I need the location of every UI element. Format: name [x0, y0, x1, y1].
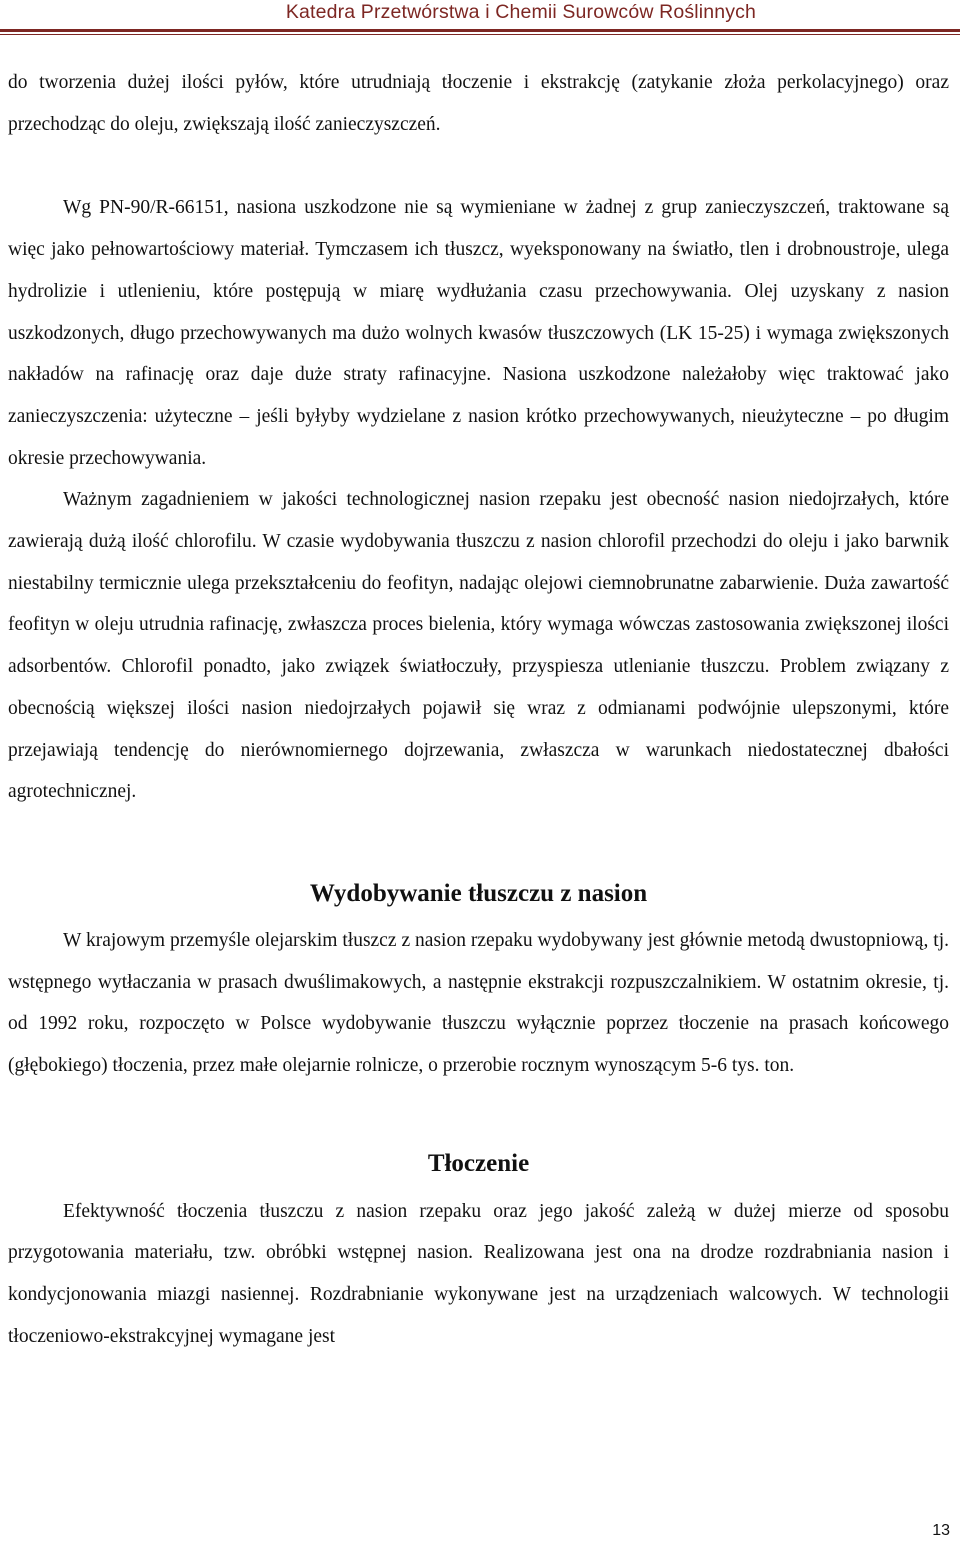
page-header: [0, 0, 960, 36]
paragraph-extraction: W krajowym przemyśle olejarskim tłuszcz z nasion rzepaku wydobywany jest głównie metodą dwustopniową, tj. wstępnego wytłaczania w prasach dwuślimakowych, a następnie ekstrakcji rozpuszczalnikiem. W ostatnim okresie, tj. od 1992 roku, rozpoczęto w Polsce wydobywanie tłuszczu wyłącznie poprzez tłoczenie na prasach końcowego (głębokiego) tłoczenia, przez małe olejarnie rolnicze, o przerobie rocznym wynoszącym 5-6 tys. ton.: [8, 929, 949, 1077]
paragraph-continuation: do tworzenia dużej ilości pyłów, które utrudniają tłoczenie i ekstrakcję (zatykanie złoża perkolacyjnego) oraz przechodząc do oleju, zwiększają ilość zanieczyszczeń.: [8, 72, 949, 135]
header-rule-thin: [0, 34, 960, 35]
header-title: Katedra Przetwórstwa i Chemii Surowców Roślinnych: [285, 1, 756, 23]
header-rule-thick: [0, 29, 960, 32]
page-number: 13: [932, 1522, 950, 1539]
document-body: [8, 62, 949, 1358]
section-heading-pressing: Tłoczenie: [427, 1149, 530, 1177]
paragraph-pressing: Efektywność tłoczenia tłuszczu z nasion rzepaku oraz jego jakość zależą w dużej mierze od sposobu przygotowania materiału, tzw. obróbki wstępnej nasion. Realizowana jest ona na drodze rozdrabniania nasion i kondycjonowania miazgi nasiennej. Rozdrabnianie wykonywane jest na urządzeniach walcowych. W technologii tłoczeniowo-ekstrakcyjnej wymagane jest: [8, 1200, 949, 1347]
paragraph-damaged-seeds: Wg PN-90/R-66151, nasiona uszkodzone nie są wymieniane w żadnej z grup zanieczyszczeń, traktowane są więc jako pełnowartościowy materiał. Tymczasem ich tłuszcz, wyeksponowany na światło, tlen i drobnoustroje, ulega hydrolizie i utlenieniu, które postępują w miarę wydłużania czasu przechowywania. Olej uzyskany z nasion uszkodzonych, długo przechowywanych ma dużo wolnych kwasów tłuszczowych (LK 15-25) i wymaga zwiększonych nakładów na rafinację oraz daje duże straty rafinacyjne. Nasiona uszkodzone należałoby więc traktować jako zanieczyszczenia: użyteczne – jeśli byłyby wydzielane z nasion krótko przechowywanych, nieużyteczne – po długim okresie przechowywania.: [8, 197, 949, 469]
paragraph-immature-seeds: Ważnym zagadnieniem w jakości technologicznej nasion rzepaku jest obecność nasion niedojrzałych, które zawierają dużą ilość chlorofilu. W czasie wydobywania tłuszczu z nasion chlorofil przechodzi do oleju i jako barwnik niestabilny termicznie ulega przekształceniu do feofityn, nadając olejowi ciemnobrunatne zabarwienie. Duża zawartość feofityn w oleju utrudnia rafinację, zwłaszcza proces bielenia, który wymaga wówczas zastosowania zwiększonej ilości adsorbentów. Chlorofil ponadto, jako związek światłoczuły, przyspiesza utlenianie tłuszczu. Problem związany z obecnością większej ilości nasion niedojrzałych pojawił się wraz z odmianami podwójnie ulepszonymi, które przejawiają tendencję do nierównomiernego dojrzewania, zwłaszcza w warunkach niedostatecznej dbałości agrotechnicznej.: [8, 489, 949, 803]
section-heading-extraction: Wydobywanie tłuszczu z nasion: [309, 879, 648, 907]
